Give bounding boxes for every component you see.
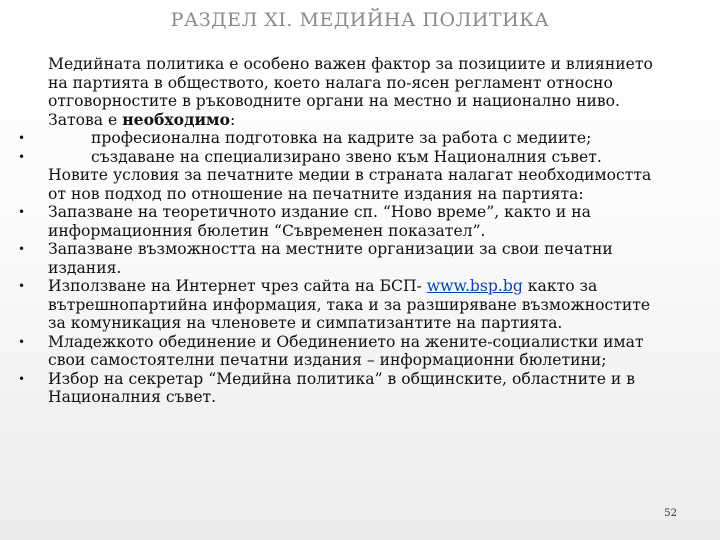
bullet-item-youth-line-1: Младежкото обединение и Обединението на жените-социалистки имат [48, 332, 644, 351]
bullet-item-publications-line-1: Запазване на теоретичното издание сп. “Ново време”, както и на [48, 203, 591, 221]
bullet-item-youth [18, 333, 708, 352]
bullet-item-publications [18, 203, 708, 222]
print-line-2: от нов подход по отношение на печатните издания на партията: [48, 184, 584, 203]
bullet-item-training-text: професионална подготовка на кадрите за работа с медиите; [91, 129, 592, 147]
bullet-item-secretary-line-1: Избор на секретар “Медийна политика” в общинските, областните и в [48, 369, 636, 388]
bullet-item-internet [18, 277, 708, 296]
bullet-item-unit [18, 148, 708, 167]
bullet-item-local-line-1: Запазване възможността на местните организации за свои печатни [48, 240, 613, 258]
bullet-item-local [18, 240, 708, 259]
intro-line-2: на партията в обществото, което налага по-ясен регламент относно [48, 73, 613, 92]
need-prefix: Затова е [48, 110, 123, 129]
bullet-item-internet-prefix: Използване на Интернет чрез сайта на БСП- [48, 277, 427, 295]
bsp-website-link[interactable]: www.bsp.bg [426, 277, 523, 295]
slide-title: РАЗДЕЛ XI. МЕДИЙНА ПОЛИТИКА [170, 9, 550, 31]
bullet-item-internet-suffix: както за [522, 277, 598, 295]
bullet-item-local-line-2: издания. [48, 258, 122, 277]
need-line [18, 111, 708, 130]
bullet-item-unit-text: създаване на специализирано звено към Националния съвет. [91, 147, 602, 166]
page-number: 52 [664, 508, 677, 519]
slide-body [18, 55, 708, 407]
print-line-1: Новите условия за печатните медии в страната налагат необходимостта [48, 166, 652, 184]
bullet-item-secretary-line-2: Националния съвет. [48, 388, 217, 406]
need-bold-word: необходимо [122, 109, 230, 129]
intro-line-1: Медийната политика е особено важен фактор за позициите и влиянието [48, 55, 653, 73]
bullet-item-youth-line-2: свои самостоятелни печатни издания – информационни бюлетини; [48, 351, 607, 369]
bullet-item-training [18, 129, 708, 148]
bullet-item-secretary [18, 370, 708, 389]
intro-line-3: отговорностите в ръководните органи на местно и национално ниво. [48, 92, 620, 110]
bullet-item-publications-line-2: информационния бюлетин “Съвременен показател”. [48, 221, 486, 240]
need-suffix: : [230, 110, 236, 129]
bullet-item-internet-line-2: вътрешнопартийна информация, така и за разширяване възможностите [48, 295, 651, 314]
bullet-item-internet-line-3: за комуникация на членовете и симпатизантите на партията. [48, 314, 563, 332]
